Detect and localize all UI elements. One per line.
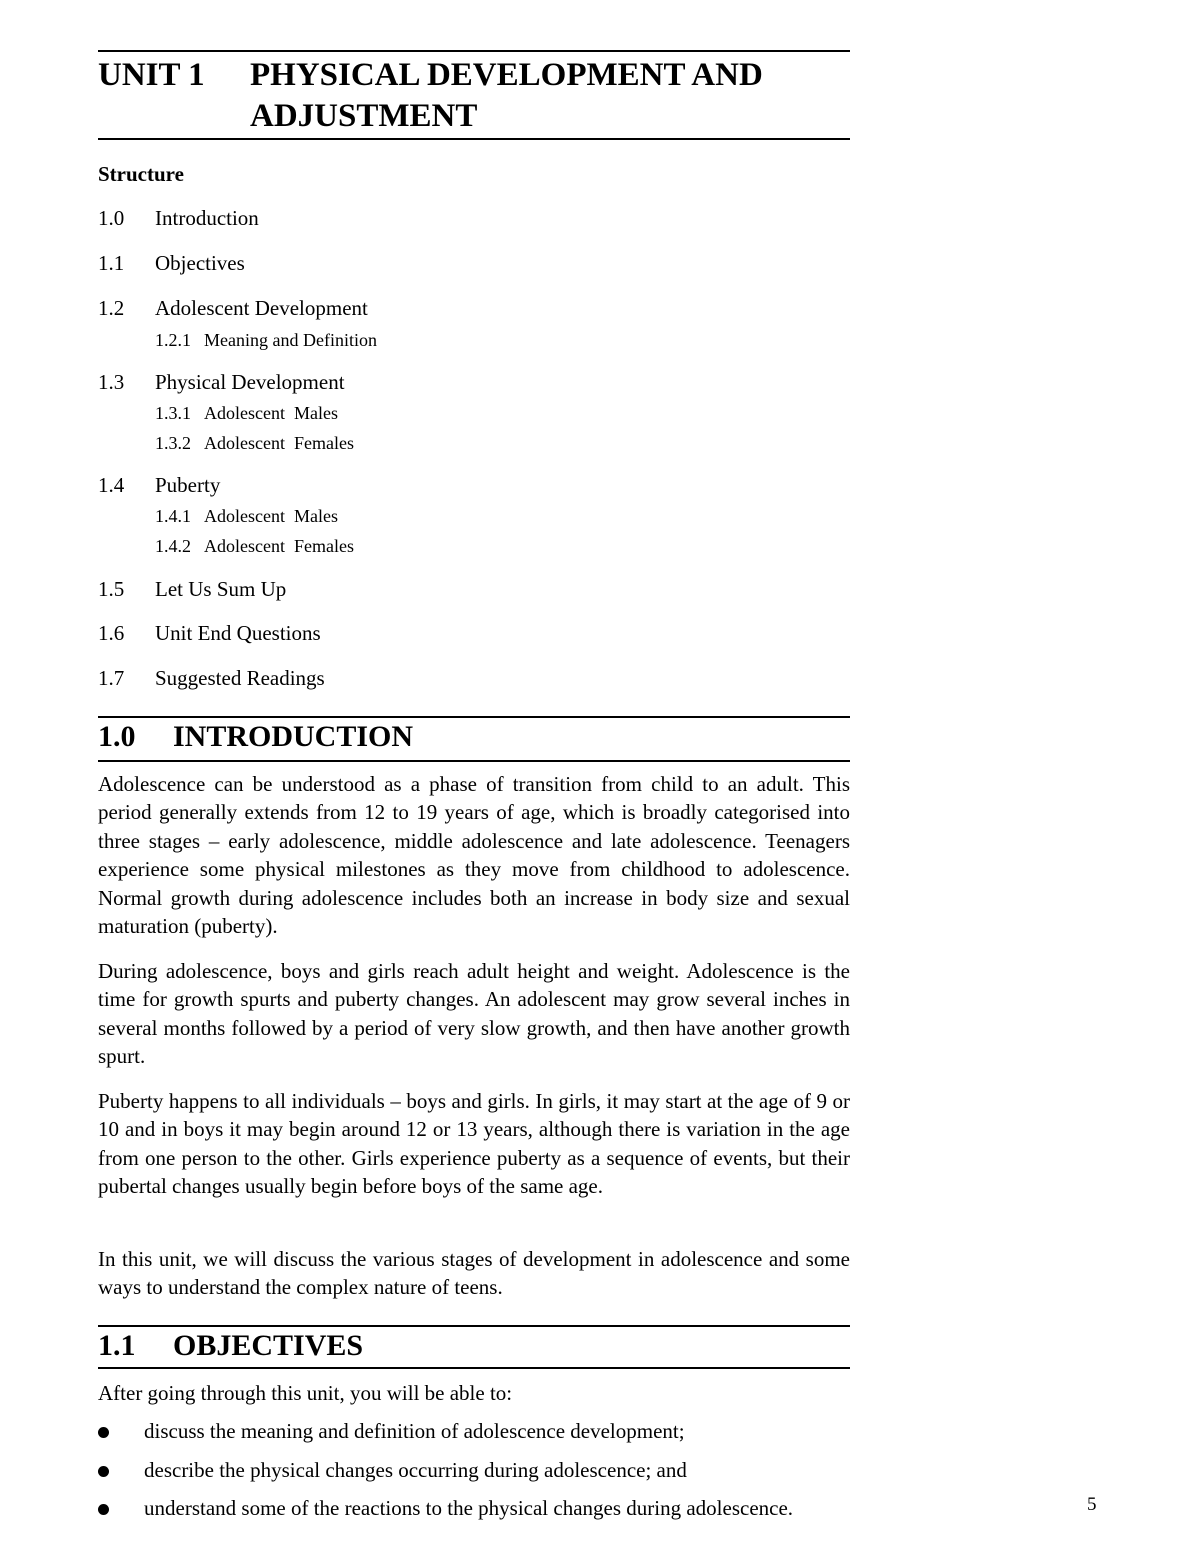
bullet-icon — [98, 1427, 109, 1438]
unit-title — [98, 55, 850, 137]
toc-subitem: 1.2.1 Meaning and Definition — [155, 330, 377, 350]
intro-paragraph: In this unit, we will discuss the various stages of development in adolescence and some ways to understand the complex nature of teens. — [98, 1247, 850, 1300]
unit-title-text — [250, 55, 850, 137]
structure-heading: Structure — [98, 162, 184, 186]
unit-title-line2: ADJUSTMENT — [250, 98, 478, 134]
unit-title-line1: PHYSICAL DEVELOPMENT AND — [250, 57, 763, 93]
objectives-lead: After going through this unit, you will be able to: — [98, 1381, 513, 1405]
section-rule-bottom — [98, 1367, 850, 1369]
bullet-icon — [98, 1466, 109, 1477]
section-rule-top — [98, 1325, 850, 1327]
section-rule-bottom — [98, 760, 850, 762]
section-rule-top — [98, 716, 850, 718]
intro-paragraph: During adolescence, boys and girls reach adult height and weight. Adolescence is the time for growth spurts and puberty changes. An adolescent may grow several inches in several months followed by a period of very slow growth, and then have another growth spurt. — [98, 959, 850, 1069]
toc-subitem: 1.4.1 Adolescent Males — [155, 506, 338, 526]
toc-subitem: 1.4.2 Adolescent Females — [155, 536, 354, 556]
intro-paragraph: Puberty happens to all individuals – boys and girls. In girls, it may start at the age of 9 or 10 and in boys it may begin around 12 or 13 years, although there is variation in the age from one person to the other. Girls experience puberty as a sequence of events, but their pubertal changes usually begin before boys of the same age. — [98, 1089, 850, 1199]
toc-subitem: 1.3.1 Adolescent Males — [155, 403, 338, 423]
toc-subitem: 1.3.2 Adolescent Females — [155, 433, 354, 453]
page-number: 5 — [1087, 1494, 1097, 1515]
bullet-icon — [98, 1504, 109, 1515]
title-bottom-rule — [98, 138, 850, 140]
intro-paragraph: Adolescence can be understood as a phase of transition from child to an adult. This period generally extends from 12 to 19 years of age, which is broadly categorised into three stages – early adolescence, middle adolescence and late adolescence. Teenagers experience some physical milestones as they move from childhood to adolescence. Normal growth during adolescence includes both an increase in body size and sexual maturation (puberty). — [98, 772, 850, 939]
unit-number: UNIT 1 — [98, 57, 205, 93]
top-rule — [98, 50, 850, 52]
